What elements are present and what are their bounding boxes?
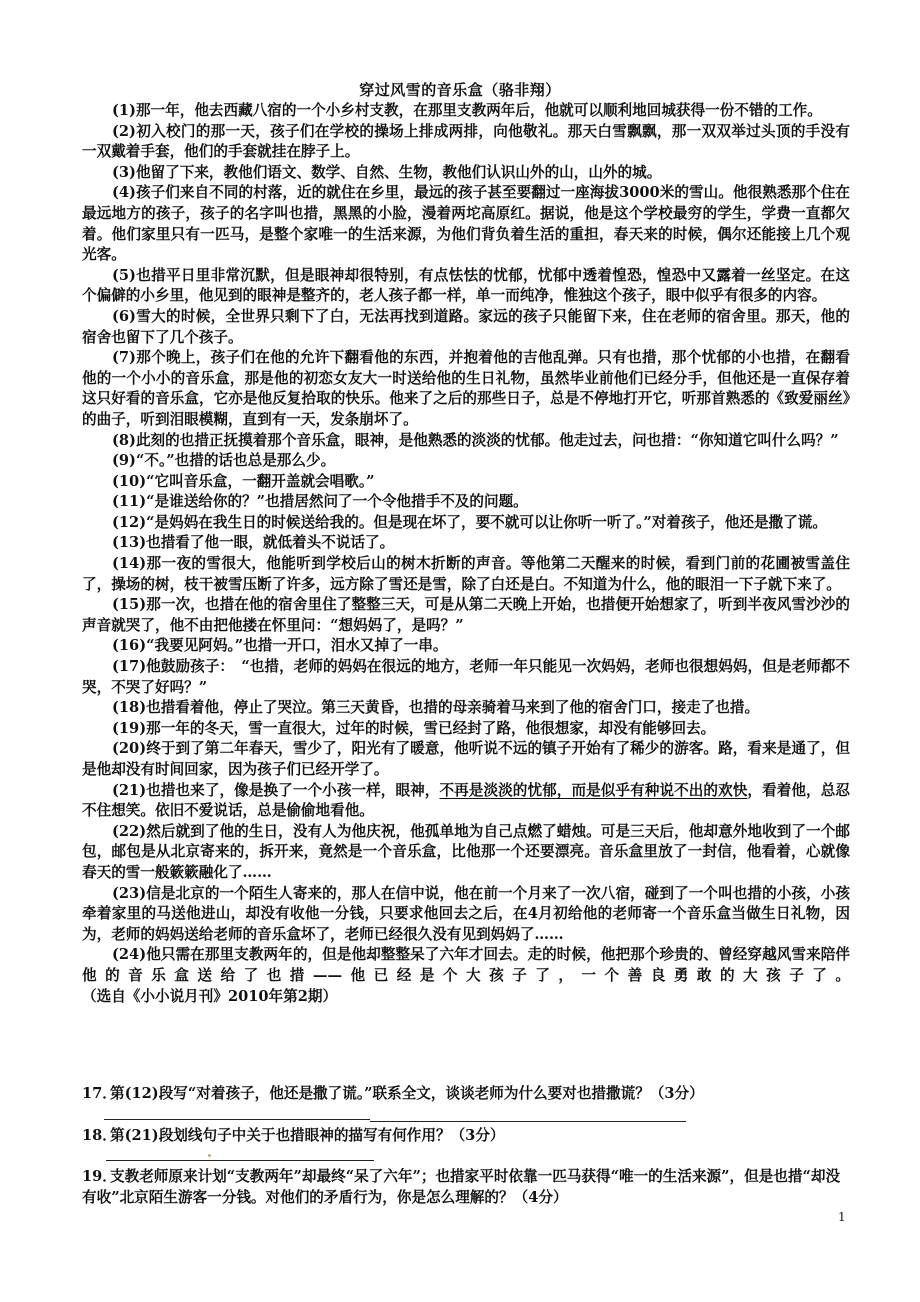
paragraph-11: (11)“是谁送给你的？”也措居然问了一个令他措手不及的问题。	[112, 493, 528, 511]
paragraph-21	[82, 781, 850, 822]
question-17	[82, 1083, 852, 1104]
story-title: 穿过风雪的音乐盒（骆非翔）	[359, 81, 561, 99]
paragraph-10: (10)“它叫音乐盒，一翻开盖就会唱歌。”	[112, 472, 375, 490]
stray-mark	[208, 1154, 211, 1157]
paragraph-6: (6)雪大的时候，全世界只剩下了白，无法再找到道路。家远的孩子只能留下来，住在老师的宿舍里。那天，他的宿舍也留下了几个孩子。	[82, 307, 850, 346]
page-number: 1	[838, 1210, 846, 1224]
paragraph-20: (20)终于到了第二年春天，雪少了，阳光有了暖意，他听说不远的镇子开始有了稀少的游客。路，看来是通了，但是他却没有时间回家，因为孩子们已经开学了。	[82, 740, 850, 778]
answer-line-18[interactable]	[106, 1160, 374, 1161]
paragraph-3: (3)他留了下来，教他们语文、数学、自然、生物，教他们认识山外的山，山外的城。	[112, 163, 662, 181]
question-19-number: 19．	[82, 1168, 117, 1185]
paragraph-24: (24)他只需在那里支教两年的，但是他却整整呆了六年才回去。走的时候，他把那个珍贵的、曾经穿越风雪来陪伴他的音乐盒送给了也措——他已经是个大孩子了，一个善良勇敢的大孩子了。	[82, 946, 850, 984]
paragraph-4: (4)孩子们来自不同的村落，近的就住在乡里，最远的孩子甚至要翻过一座海拔3000米的雪山。他很熟悉那个住在最远地方的孩子，孩子的名字叫也措，黑黑的小脸，漫着两坨高原红。据说，他是这个学校最穷的学生，学费一直都欠着。他们家里只有一匹马，是整个家唯一的生活来源，为他们背负着生活的重担，春天来的时候，偶尔还能接上几个观光客。	[82, 184, 850, 264]
paragraph-8: (8)此刻的也措正抚摸着那个音乐盒，眼神，是他熟悉的淡淡的忧郁。他走过去，问也措：“你知道它叫什么吗？”	[112, 431, 839, 449]
story-body	[82, 101, 850, 1007]
paragraph-12: (12)“是妈妈在我生日的时候送给我的。但是现在坏了，要不就可以让你听一听了。”对着孩子，他还是撒了谎。	[112, 513, 827, 531]
paragraph-7: (7)那个晚上，孩子们在他的允许下翻看他的东西，并抱着他的吉他乱弹。只有也措，那个忧郁的小也措，在翻看他的一个小小的音乐盒，那是他的初恋女友大一时送给他的生日礼物，虽然毕业前他们已经分手，但他还是一直保存着这只好看的音乐盒，它亦是他反复拾取的快乐。他来了之后的那些日子，总是不停地打开它，听那首熟悉的《致爱丽丝》的曲子，听到泪眼模糊，直到有一天，发条崩坏了。	[82, 349, 850, 428]
paragraph-23: (23)信是北京的一个陌生人寄来的，那人在信中说，他在前一个月来了一次八宿，碰到了一个叫也措的小孩，小孩牵着家里的马送他进山，却没有收他一分钱，只要求他回去之后，在4月初给他的老师寄一个音乐盒当做生日礼物，因为，老师的妈妈送给老师的音乐盒坏了，老师已经很久没有见到妈妈了……	[82, 884, 850, 943]
paragraph-21-start: (21)也措也来了，像是换了一个小孩一样，眼神，	[112, 781, 440, 799]
question-19	[82, 1166, 852, 1208]
answer-line-17a[interactable]	[104, 1119, 370, 1120]
paragraph-19: (19)那一年的冬天，雪一直很大，过年的时候，雪已经封了路，他很想家，却没有能够回去。	[112, 719, 716, 737]
paragraph-16: (16)“我要见阿妈。”也措一开口，泪水又掉了一串。	[112, 637, 448, 655]
paragraph-21-end: ，看着他，总忍不住想笑。依旧不爱说话，总是偷偷地看他。	[82, 781, 850, 820]
paragraph-2: (2)初入校门的那一天，孩子们在学校的操场上排成两排，向他敬礼。那天白雪飘飘，那一双双举过头顶的手没有一双戴着手套，他们的手套就挂在脖子上。	[82, 122, 850, 161]
paragraph-22: (22)然后就到了他的生日，没有人为他庆祝，他孤单地为自己点燃了蜡烛。可是三天后，他却意外地收到了一个邮包，邮包是从北京寄来的，拆开来，竟然是一个音乐盒，比他那一个还要漂亮。音乐盒里放了一封信，他看着，心就像春天的雪一般簌簌融化了……	[82, 822, 850, 881]
paragraph-14: (14)那一夜的雪很大，他能听到学校后山的树木折断的声音。等他第二天醒来的时候，看到门前的花圃被雪盖住了，操场的树，枝干被雪压断了许多，远方除了雪还是雪，除了白还是白。不知道为什么，他的眼泪一下子就下来了。	[82, 555, 850, 593]
paragraph-1: (1)那一年，他去西藏八宿的一个小乡村支教，在那里支教两年后，他就可以顺利地回城获得一份不错的工作。	[112, 102, 822, 119]
paragraph-13: (13)也措看了他一眼，就低着头不说话了。	[112, 534, 395, 552]
underlined-eye-description: 不再是淡淡的忧郁，而是似乎有种说不出的欢快	[439, 781, 748, 799]
question-17-text: 第(12)段写“对着孩子，他还是撒了谎。”联系全文，谈谈老师为什么要对也措撒谎？（3分）	[110, 1085, 704, 1102]
paragraph-18: (18)也措看着他，停止了哭泣。第三天黄昏，也措的母亲骑着马来到了他的宿舍门口，接走了也措。	[112, 699, 760, 717]
question-18-number: 18．	[82, 1127, 117, 1144]
paragraph-5: (5)也措平日里非常沉默，但是眼神却很特别，有点怯怯的忧郁，忧郁中透着惶恐，惶恐中又露着一丝坚定。在这个偏僻的小乡里，他见到的眼神是整齐的，老人孩子都一样，单一而纯净，惟独这个孩子，眼中似乎有很多的内容。	[82, 266, 850, 305]
paragraph-15: (15)那一次，也措在他的宿舍里住了整整三天，可是从第二天晚上开始，也措便开始想家了，听到半夜风雪沙沙的声音就哭了，他不由把他搂在怀里问：“想妈妈了，是吗？”	[82, 596, 850, 634]
question-19-text: 支教老师原来计划“支教两年”却最终“呆了六年”；也措家平时依靠一匹马获得“唯一的生活来源”，但是也措“却没有收”北京陌生游客一分钱。对他们的矛盾行为，你是怎么理解的？（4分）	[82, 1168, 841, 1206]
question-17-number: 17．	[82, 1085, 117, 1102]
paragraph-17: (17)他鼓励孩子： “也措，老师的妈妈在很远的地方，老师一年只能见一次妈妈，老师也很想妈妈，但是老师都不哭，不哭了好吗？”	[82, 658, 850, 696]
answer-line-17b[interactable]	[370, 1121, 686, 1122]
paragraph-9: (9)“不。”也措的话也总是那么少。	[112, 452, 336, 470]
question-18-text: 第(21)段划线句子中关于也措眼神的描写有何作用？（3分）	[110, 1127, 505, 1144]
question-18	[82, 1125, 852, 1146]
source-citation: （选自《小小说月刊》2010年第2期）	[82, 987, 338, 1005]
